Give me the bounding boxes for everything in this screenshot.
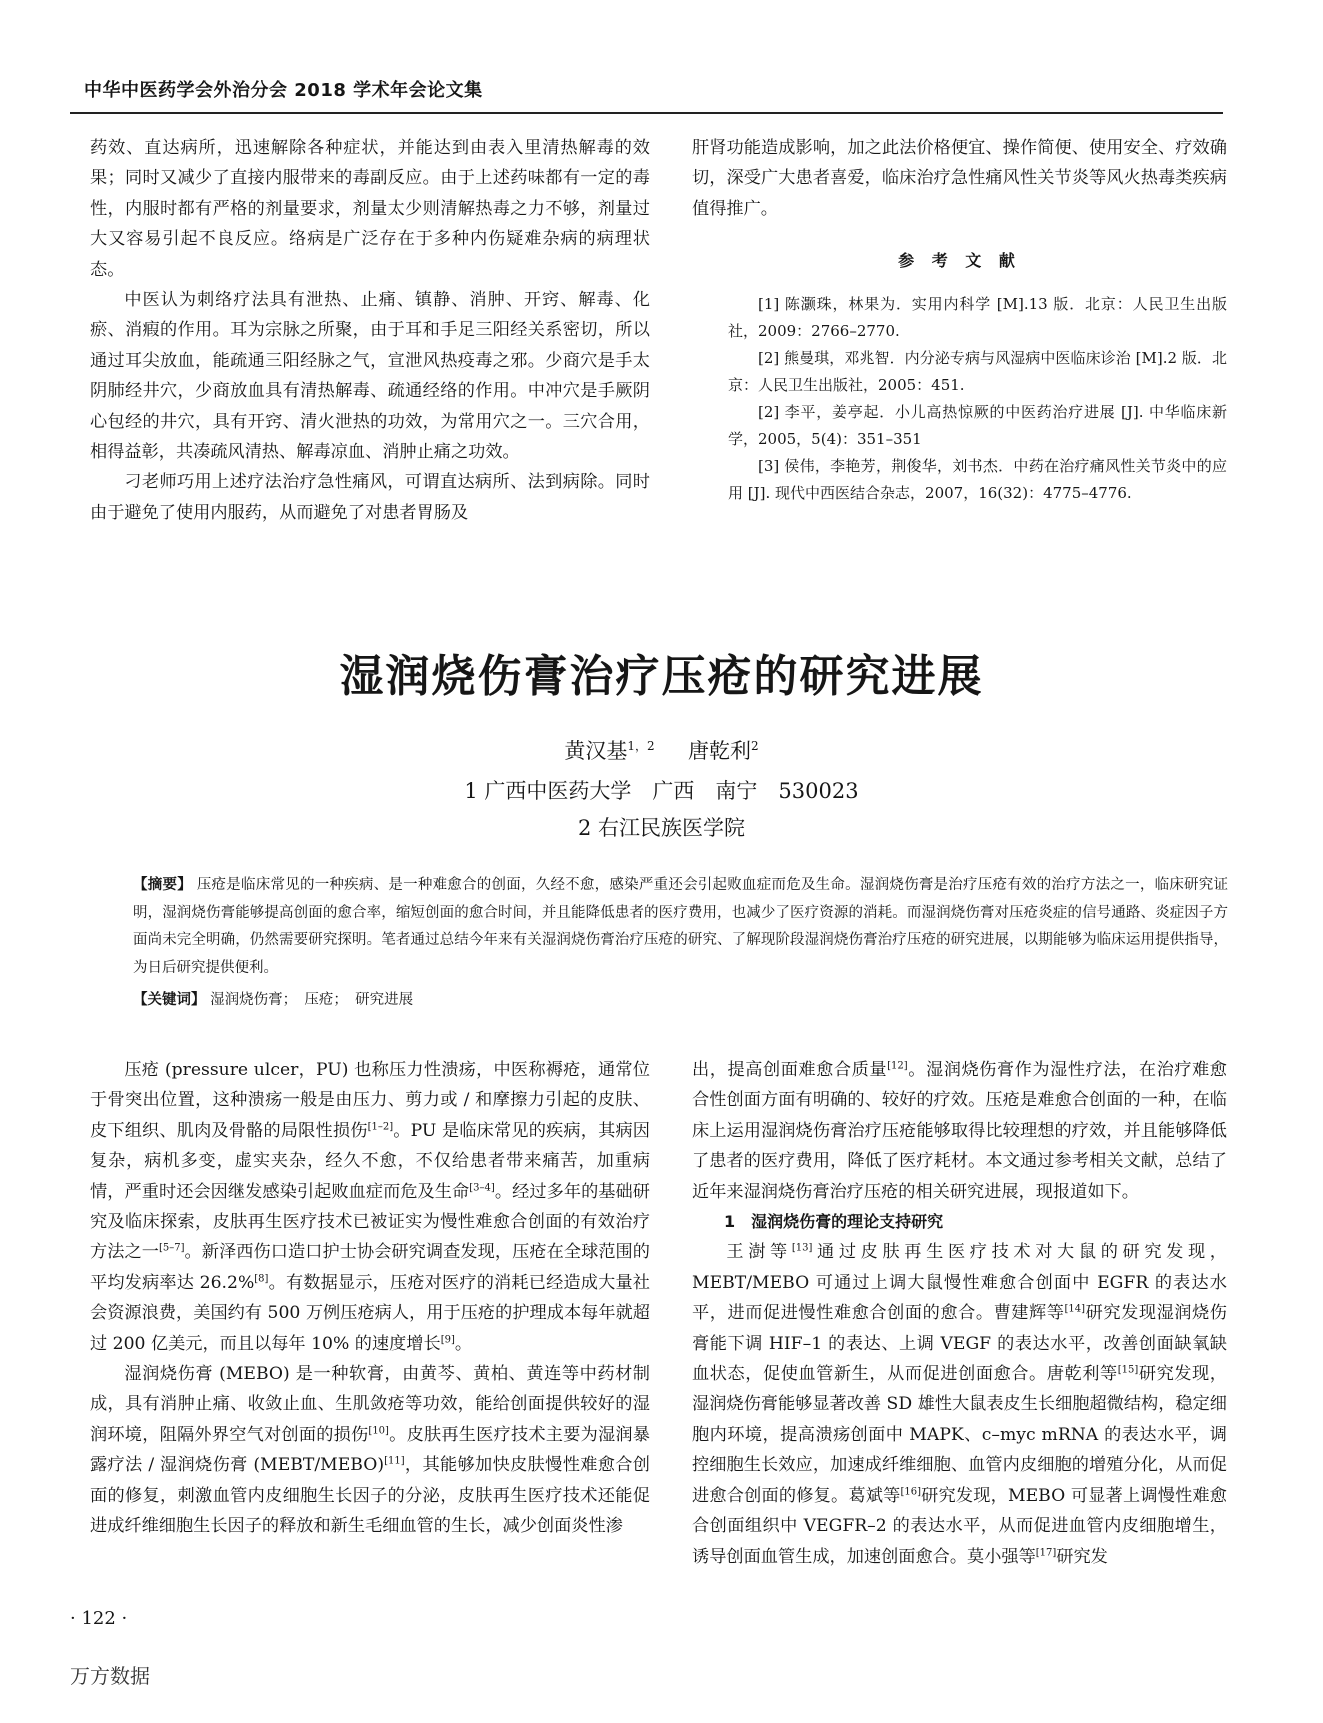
citation: [3–4] [469,1181,495,1193]
text-run: 。经过多年的基础研究及临床探索，皮肤再生医疗技术已被证实为慢性难愈合创面的有效治疗方法之一 [90,1181,650,1263]
paragraph: 刁老师巧用上述疗法治疗急性痛风，可谓直达病所、法到病除。同时由于避免了使用内服药，从而避免了对患者胃肠及 [90,472,650,523]
prev-article-right-column [692,133,1227,507]
citation: [11] [384,1455,405,1467]
text-run: 研究发现，MEBO 可显著上调慢性难愈合创面组织中 VEGFR–2 的表达水平，从而促进血管内皮细胞增生，诱导创面血管生成，加速创面愈合。莫小强等 [692,1485,1227,1567]
citation: [12] [887,1060,908,1072]
paragraph [692,1055,1227,1207]
references-heading: 参 考 文 献 [898,251,1021,271]
author-name: 黄汉基 [564,739,628,763]
citation: [5–7] [158,1242,185,1254]
article-title: 湿润烧伤膏治疗压疮的研究进展 [339,651,984,702]
citation: [13] [791,1242,813,1254]
abstract-label: 【摘要】 [133,877,192,893]
abstract [133,872,1228,982]
section-heading: 1 湿润烧伤膏的理论支持研究 [724,1212,944,1232]
citation: [17] [1035,1546,1057,1558]
text-run: 。PU 是临床常见的疾病，其病因复杂，病机多变，虚实夹杂，经久不愈，不仅给患者带来痛苦，加重病情，严重时还会因继发感染引起败血症而危及生命 [90,1120,650,1202]
text-run: 研究发现，湿润烧伤膏能够显著改善 SD 雄性大鼠表皮生长细胞超微结构，稳定细胞内环境，提高溃疡创面中 MAPK、c–myc mRNA 的表达水平，调控细胞生长效应，加速成纤维细胞、血管内皮细胞的增殖分化，从而促进愈合创面的修复。葛斌等 [692,1364,1227,1506]
keywords-text: 湿润烧伤膏； 压疮； 研究进展 [210,992,414,1008]
body-right-column [692,1055,1227,1572]
author-line [0,735,1323,765]
paragraph [90,1055,650,1359]
citation: [1–2] [367,1121,394,1133]
author-affiliation-marker: 1，2 [627,739,655,753]
citation: [15] [1117,1364,1139,1376]
keywords-label: 【关键词】 [133,992,206,1008]
prev-article-left-column [90,133,650,528]
text-run: 。有数据显示，压疮对医疗的消耗已经造成大量社会资源浪费，美国约有 500 万例压疮病人，用于压疮的护理成本每年就超过 200 亿美元，而且以每年 10% 的速度增长 [90,1272,650,1354]
text-run: 。皮肤再生医疗技术主要为湿润暴露疗法 / 湿润烧伤膏 (MEBT/MEBO) [90,1424,650,1476]
text-run: 出，提高创面难愈合质量 [692,1060,888,1080]
citation: [8] [254,1273,269,1285]
text-run: 。 [454,1333,473,1354]
reference-item: [2] 李平，姜亭起．小儿高热惊厥的中医药治疗进展 [J]. 中华临床新学，2005，5(4)：351–351 [728,402,1227,448]
affiliation-2: 2 右江民族医学院 [577,816,746,840]
citation: [10] [368,1425,389,1437]
body-left-column [90,1055,650,1542]
text-run: 研究发 [1056,1546,1108,1567]
citation: [14] [1064,1303,1086,1315]
reference-item: [2] 熊曼琪，邓兆智．内分泌专病与风湿病中医临床诊治 [M].2 版．北京：人民卫生出版社，2005：451. [728,348,1227,394]
paragraph: 肝肾功能造成影响，加之此法价格便宜、操作简便、使用安全、疗效确切，深受广大患者喜爱，临床治疗急性痛风性关节炎等风火热毒类疾病值得推广。 [692,138,1227,219]
source-watermark: 万方数据 [70,1664,150,1688]
text-run: 研究发现湿润烧伤膏能下调 HIF–1 的表达、上调 VEGF 的表达水平，改善创面缺氧缺血状态，促使血管新生，从而促进创面愈合。唐乾利等 [692,1303,1227,1385]
abstract-text: 压疮是临床常见的一种疾病、是一种难愈合的创面，久经不愈，感染严重还会引起败血症而危及生命。湿润烧伤膏是治疗压疮有效的治疗方法之一，临床研究证明，湿润烧伤膏能够提高创面的愈合率，缩短创面的愈合时间，并且能降低患者的医疗费用，也减少了医疗资源的消耗。而湿润烧伤膏对压疮炎症的信号通路、炎症因子方面尚未完全明确，仍然需要研究探明。笔者通过总结今年来有关湿润烧伤膏治疗压疮的研究、了解现阶段湿润烧伤膏治疗压疮的研究进展，以期能够为临床运用提供指导，为日后研究提供便利。 [133,877,1229,976]
reference-item: [1] 陈灏珠，林果为．实用内科学 [M].13 版．北京：人民卫生出版社，2009：2766–2770. [728,294,1227,340]
reference-item: [3] 侯伟，李艳芳，荆俊华，刘书杰．中药在治疗痛风性关节炎中的应用 [J]. 现代中西医结合杂志，2007，16(32)：4775–4776. [728,456,1227,502]
paragraph [90,1359,650,1541]
paragraph: 中医认为刺络疗法具有泄热、止痛、镇静、消肿、开窍、解毒、化瘀、消瘕的作用。耳为宗脉之所聚，由于耳和手足三阳经关系密切，所以通过耳尖放血，能疏通三阳经脉之气，宣泄风热疫毒之邪。少商穴是手太阴肺经井穴，少商放血具有清热解毒、疏通经络的作用。中冲穴是手厥阴心包经的井穴，具有开窍、清火泄热的功效，为常用穴之一。三穴合用，相得益彰，共凑疏风清热、解毒凉血、消肿止痛之功效。 [90,290,650,463]
text-run: 。湿润烧伤膏作为湿性疗法，在治疗难愈合性创面方面有明确的、较好的疗效。压疮是难愈合创面的一种，在临床上运用湿润烧伤膏治疗压疮能够取得比较理想的疗效，并且能够降低了患者的医疗费用，降低了医疗耗材。本文通过参考相关文献，总结了近年来湿润烧伤膏治疗压疮的相关研究进展，现报道如下。 [692,1060,1227,1202]
paragraph: 药效、直达病所，迅速解除各种症状，并能达到由表入里清热解毒的效果；同时又减少了直接内服带来的毒副反应。由于上述药味都有一定的毒性，内服时都有严格的剂量要求，剂量太少则清解热毒之力不够，剂量过大又容易引起不良反应。络病是广泛存在于多种内伤疑难杂病的病理状态。 [90,138,650,280]
text-run: 压疮 (pressure ulcer，PU) 也称压力性溃疡，中医称褥疮，通常位于骨突出位置，这种溃疡一般是由压力、剪力或 / 和摩擦力引起的皮肤、皮下组织、肌肉及骨骼的局限性损伤 [90,1060,650,1141]
text-run: 湿润烧伤膏 (MEBO) 是一种软膏，由黄芩、黄柏、黄连等中药材制成，具有消肿止痛、收敛止血、生肌敛疮等功效，能给创面提供较好的湿润环境，阻隔外界空气对创面的损伤 [90,1364,650,1445]
keywords [133,987,1228,1015]
author-affiliation-marker: 2 [751,739,759,753]
text-run: ，其能够加快皮肤慢性难愈合创面的修复，刺激血管内皮细胞生长因子的分泌，皮肤再生医疗技术还能促进成纤维细胞生长因子的释放和新生毛细血管的生长，减少创面炎性渗 [90,1455,650,1537]
citation: [16] [900,1485,921,1497]
text-run: 。新泽西伤口造口护士协会研究调查发现，压疮在全球范围的平均发病率达 26.2% [90,1242,650,1293]
header-rule [70,112,1223,114]
author-name: 唐乾利 [688,739,752,763]
paragraph [692,1237,1227,1571]
running-header: 中华中医药学会外治分会 2018 学术年会论文集 [84,80,483,101]
citation: [9] [440,1333,455,1345]
page-number: · 122 · [70,1608,128,1629]
text-run: 通过皮肤再生医疗技术对大鼠的研究发现，MEBT/MEBO 可通过上调大鼠慢性难愈合创面中 EGFR 的表达水平，进而促进慢性难愈合创面的愈合。曹建辉等 [692,1242,1227,1324]
affiliation-1: 1 广西中医药大学 广西 南宁 530023 [464,779,859,803]
text-run: 王澍等 [726,1242,792,1263]
